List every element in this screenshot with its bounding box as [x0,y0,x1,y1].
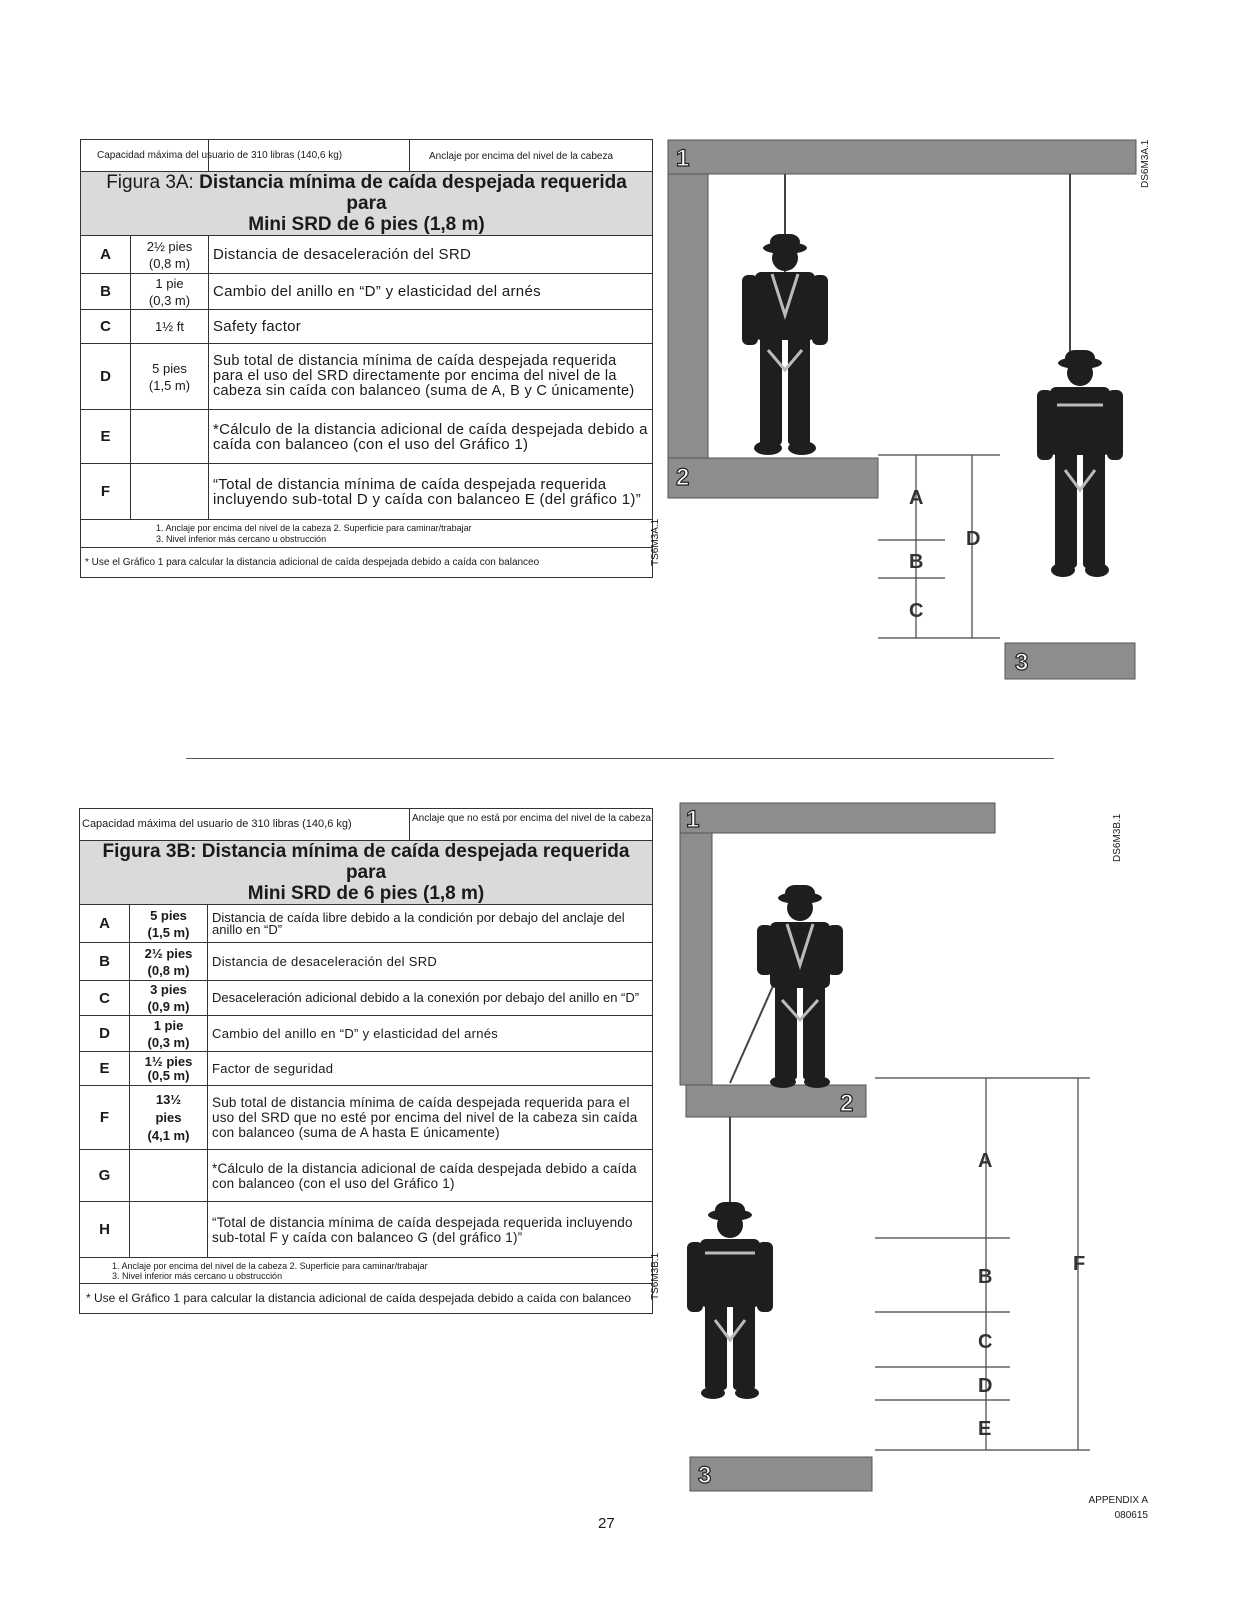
table-row: F 13½ pies (4,1 m) Sub total de distancia mínima de caída despejada requerida para el uso del SRD que no esté por encima del nivel de la cabeza sin caída con balanceo (suma de A hasta E únicamente) [80,1086,653,1150]
table-row: E 1½ pies (0,5 m) Factor de seguridad [80,1052,653,1086]
dim-label-e: E [978,1418,992,1440]
fig3b-footnote: * Use el Gráfico 1 para calcular la distancia adicional de caída despejada debido a caída con balanceo [80,1284,653,1314]
wall [668,174,708,458]
fig3b-title: Figura 3B: Distancia mínima de caída despejada requerida para Mini SRD de 6 pies (1,8 m) [80,841,653,905]
fig3a-capacity: Capacidad máxima del usuario de 310 libras (140,6 kg) [97,150,343,161]
page-number: 27 [598,1515,615,1532]
fig3b-capacity: Capacidad máxima del usuario de 310 libras (140,6 kg) [82,818,352,830]
fig3a-footnote: * Use el Gráfico 1 para calcular la distancia adicional de caída despejada debido a caída con balanceo [81,548,653,578]
fig3b-diagram-code: DS6M3B.1 [1112,813,1123,862]
dim-label-c: C [909,600,924,622]
fig3a-table-code: TS6M3A.1 [650,518,661,566]
table-row: B 2½ pies (0,8 m) Distancia de desaceleración del SRD [80,943,653,981]
dim-label-c: C [978,1331,993,1353]
fig3b-table [79,808,653,1314]
dim-label-d: D [978,1375,993,1397]
fig3a-anchorage: Anclaje por encima del nivel de la cabeza [429,151,613,162]
table-row: D 1 pie (0,3 m) Cambio del anillo en “D” y elasticidad del arnés [80,1016,653,1052]
dim-label-b: B [978,1266,993,1288]
table-row: H “Total de distancia mínima de caída despejada requerida incluyendo sub-total F y caída con balanceo G (del gráfico 1)” [80,1202,653,1258]
svg-text:2: 2 [676,464,690,491]
fig3b-diagram [670,795,1140,1505]
dim-label-d: D [966,528,981,550]
anchor-beam-1 [680,803,995,833]
fig3a-diagram [660,130,1160,690]
fig3b-table-code: TS6M3B.1 [650,1252,661,1300]
fig3b-legend: 1. Anclaje por encima del nivel de la cabeza 2. Superficie para caminar/trabajar 3. Nivel inferior más cercano u obstrucción [80,1258,653,1284]
svg-text:1: 1 [686,806,700,833]
lower-level-3 [690,1457,872,1491]
worker-icon [1037,350,1123,577]
table-row: D 5 pies (1,5 m) Sub total de distancia mínima de caída despejada requerida para el uso del SRD directamente por encima del nivel de la cabeza sin caída con balanceo (suma de A, B y C únicamente) [81,344,653,410]
worker-icon [687,1202,773,1399]
work-surface-2 [668,458,878,498]
fig3a-diagram-code: DS6M3A.1 [1140,139,1151,188]
dim-label-f: F [1073,1253,1086,1275]
table-row: E *Cálculo de la distancia adicional de caída despejada debido a caída con balanceo (con el uso del Gráfico 1) [81,410,653,464]
worker-icon [742,234,828,455]
dim-label-a: A [978,1150,993,1172]
lower-level-3 [1005,643,1135,679]
table-row: A 2½ pies (0,8 m) Distancia de desaceleración del SRD [81,236,653,274]
anchor-beam-1 [668,140,1136,174]
fig3b-anchorage: Anclaje que no está por encima del nivel de la cabeza [412,813,652,824]
svg-text:2: 2 [840,1090,854,1117]
svg-text:1: 1 [676,145,690,172]
table-row: A 5 pies (1,5 m) Distancia de caída libre debido a la condición por debajo del anclaje del anillo en “D” [80,905,653,943]
worker-icon [757,885,843,1088]
fig3a-table [80,139,653,578]
wall [680,833,712,1085]
table-row: C 1½ ft Safety factor [81,310,653,344]
dim-label-a: A [909,487,924,509]
table-row: G *Cálculo de la distancia adicional de caída despejada debido a caída con balanceo (con el uso del Gráfico 1) [80,1150,653,1202]
fig3a-legend: 1. Anclaje por encima del nivel de la cabeza 2. Superficie para caminar/trabajar 3. Nivel inferior más cercano u obstrucción [81,520,653,548]
svg-text:3: 3 [1015,649,1029,676]
table-row: B 1 pie (0,3 m) Cambio del anillo en “D” y elasticidad del arnés [81,274,653,310]
table-row: C 3 pies (0,9 m) Desaceleración adicional debido a la conexión por debajo del anillo en “D” [80,981,653,1016]
dim-label-b: B [909,551,924,573]
appendix-label: APPENDIX A 080615 [1088,1495,1148,1521]
work-surface-2 [686,1085,866,1117]
fig3a-title: Figura 3A: Distancia mínima de caída despejada requerida para Mini SRD de 6 pies (1,8 m) [81,172,653,236]
table-row: F “Total de distancia mínima de caída despejada requerida incluyendo sub-total D y caída con balanceo E (del gráfico 1)” [81,464,653,520]
svg-text:3: 3 [698,1462,712,1489]
section-divider [186,758,1054,759]
